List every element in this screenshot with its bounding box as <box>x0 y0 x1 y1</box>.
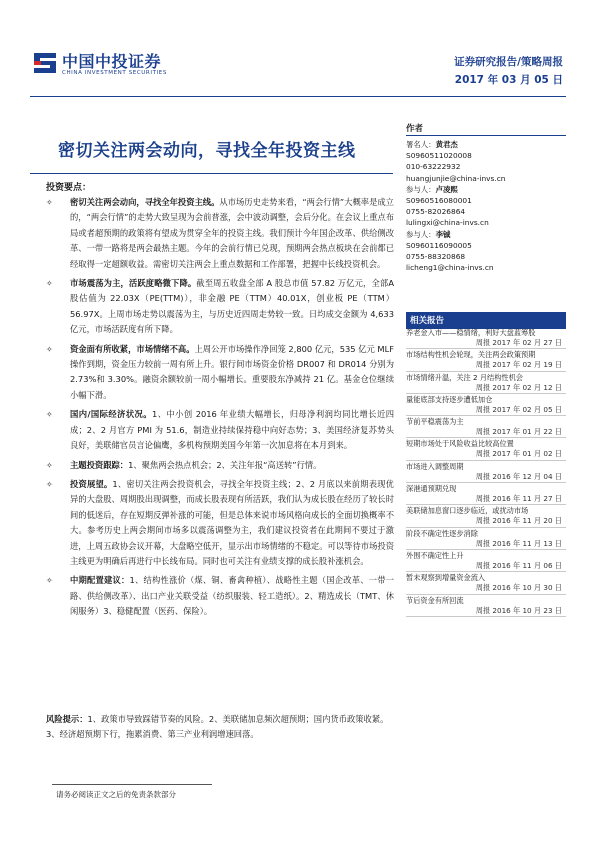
related-report-title[interactable]: 量能底部支持逐步遭低加仓 <box>406 394 493 404</box>
related-report-item[interactable] <box>406 528 566 550</box>
diamond-bullet-icon: ✧ <box>46 460 53 470</box>
related-report-item[interactable] <box>406 461 566 483</box>
related-report-date: 周报 2016 年 10 月 23 日 <box>475 605 562 615</box>
related-reports-heading: 相关报告 <box>406 312 566 329</box>
key-point-body: 1、密切关注两会投资机会，寻找全年投资主线；2、2 月底以来前期表现优异的大盘股、周期股出现调整，而成长股表现有所活跃，我们认为成长股在经历了较长时间的低迷后，存在短期反弹补涨的可能，但是总体来说市场风格向成长的全面切换概率不大。参考历史上两会期间市场多以震荡调整为主，我们建议投资者在此期间不要过于激进，上周五政协会议开幕，大盘略空低开，显示出市场情绪的不稳定。可以等待市场投资主线更为明确后再进行中长线布局。同时也可关注有业绩支撑的成长股补涨机会。 <box>70 478 394 566</box>
company-logo <box>32 50 58 76</box>
key-point-heading: 市场震荡为主，活跃度略微下降。 <box>70 278 197 289</box>
related-report-item[interactable] <box>406 394 566 416</box>
key-point-heading: 主题投资跟踪： <box>70 459 129 470</box>
related-report-date: 周报 2017 年 02 月 05 日 <box>475 404 562 414</box>
related-report-title[interactable]: 养老金入市——稳情绪，利好大盘蓝筹股 <box>406 328 536 337</box>
related-report-item[interactable] <box>406 372 566 394</box>
related-report-date: 周报 2017 年 02 月 19 日 <box>475 360 562 370</box>
brand-name-cn: 中国中投证券 <box>62 52 162 71</box>
key-point <box>46 342 394 404</box>
related-report-date: 周报 2017 年 02 月 27 日 <box>475 338 562 347</box>
related-report-date: 周报 2016 年 11 月 27 日 <box>475 494 562 504</box>
author-role: 参与人： <box>406 184 436 194</box>
author-phone: 010-63222932 <box>406 162 461 172</box>
diamond-bullet-icon: ✧ <box>46 479 53 489</box>
key-point-body: 1、中小创 2016 年业绩大幅增长，归母净利润均同比增长近四成；2、2 月官方 PMI 为 51.6，制造业持续保持稳中向好态势；3、美国经济复苏势头良好，美联储官员言论偏鹰，多机构预期美国今年第一次加息将在本月到来。 <box>70 409 395 451</box>
related-report-item[interactable] <box>406 572 566 594</box>
related-report-date: 周报 2016 年 11 月 13 日 <box>475 538 562 548</box>
author-license: S0960511020008 <box>406 151 472 161</box>
author-role: 署名人： <box>406 140 436 149</box>
author-role: 参与人： <box>406 229 436 239</box>
related-report-date: 周报 2017 年 01 月 02 日 <box>475 449 562 459</box>
diamond-bullet-icon: ✧ <box>46 198 53 207</box>
related-report-item[interactable] <box>406 438 566 460</box>
key-point-heading: 国内/国际经济状况。 <box>70 409 153 420</box>
key-point-heading: 密切关注两会动向，寻找全年投资主线。 <box>70 197 220 207</box>
related-report-title[interactable]: 外围不确定性上升 <box>406 550 464 560</box>
authors-heading: 作者 <box>406 122 566 136</box>
author-phone: 0755-82026864 <box>406 207 466 217</box>
related-report-title[interactable]: 阶段不确定性逐步消除 <box>406 528 478 538</box>
key-point-heading: 中期配置建议： <box>70 575 130 586</box>
author-license: S0960116090005 <box>406 240 472 250</box>
related-report-title[interactable]: 节后资金有所回流 <box>406 595 464 605</box>
key-point <box>46 407 394 453</box>
author-email[interactable]: huangjunjie@china-invs.cn <box>406 173 506 183</box>
key-point-heading: 资金面有所收紧，市场情绪不高。 <box>70 343 195 354</box>
key-point-body: 从市场历史走势来看，“两会行情”大概率是成立的，“两会行情”的走势大致呈现为会前普涨，会中波动调整，会后分化。在会议上重点布局或者超预期的政策将有望成为贯穿全年的投资主线。我们预计今年国企改革、供给侧改革、一带一路将是两会最热主题。今年的会前行情已兑现，预期两会热点板块在会前都已经取得一定超额收益。需密切关注两会上重点数据和工作部署，把握中长线投资机会。 <box>70 197 394 269</box>
key-points-label: 投资要点： <box>46 183 92 193</box>
author-entry <box>406 229 566 274</box>
related-report-title[interactable]: 市场结构性机会轮现，关注两会政策预期 <box>406 350 536 360</box>
related-report-date: 周报 2016 年 12 月 04 日 <box>475 471 562 481</box>
related-report-item[interactable] <box>406 483 566 505</box>
related-report-item[interactable] <box>406 327 566 349</box>
report-type: 证券研究报告/策略周报 <box>454 56 563 68</box>
footer-divider <box>52 784 212 785</box>
author-phone: 0755-88320868 <box>406 252 466 262</box>
key-point <box>46 276 394 338</box>
authors-list <box>406 139 566 273</box>
author-entry <box>406 139 566 184</box>
related-report-title[interactable]: 节前平稳震荡为主 <box>406 417 464 427</box>
diamond-bullet-icon: ✧ <box>46 344 53 354</box>
related-report-title[interactable]: 深港通预期兑现 <box>406 484 457 494</box>
related-report-title[interactable]: 市场进入调整周期 <box>406 461 464 471</box>
key-point <box>46 458 394 473</box>
header-divider <box>30 96 566 97</box>
key-point-heading: 投资展望。 <box>70 478 113 489</box>
related-reports-list <box>406 327 566 617</box>
related-report-item[interactable] <box>406 550 566 572</box>
key-points-list <box>46 195 394 624</box>
related-report-item[interactable] <box>406 505 566 527</box>
author-license: S0960516080001 <box>406 196 472 206</box>
diamond-bullet-icon: ✧ <box>46 279 53 289</box>
key-point <box>46 477 394 569</box>
related-report-date: 周报 2016 年 10 月 30 日 <box>475 583 562 593</box>
related-report-date: 周报 2016 年 11 月 20 日 <box>475 516 562 526</box>
key-point-body: 截至周五收盘全部 A 股总市值 57.82 万亿元，全部A 股估值为 22.03X（PE(TTM)），非金融 PE（TTM）40.01X，创业板 PE（TTM）56.97X。上周市场走势以震荡为主，与历史近四周走势较一致。日均成交金额为 4,633 亿元，市场活跃度有所下降。 <box>70 278 394 335</box>
key-point <box>46 195 394 272</box>
related-report-date: 周报 2017 年 01 月 22 日 <box>475 427 562 437</box>
related-report-item[interactable] <box>406 349 566 371</box>
diamond-bullet-icon: ✧ <box>46 410 53 420</box>
author-email[interactable]: licheng1@china-invs.cn <box>406 263 494 273</box>
key-point-body: 1、聚焦两会热点机会；2、关注年报“高送转”行情。 <box>128 459 322 470</box>
related-report-title[interactable]: 短期市场处于风险收益比较高位置 <box>406 439 514 449</box>
diamond-bullet-icon: ✧ <box>46 576 53 586</box>
related-report-item[interactable] <box>406 595 566 617</box>
brand-name-en: CHINA INVESTMENT SECURITIES <box>62 70 167 76</box>
related-report-title[interactable]: 暂未观察到增量资金流入 <box>406 573 486 583</box>
report-date: 2017 年 03 月 05 日 <box>454 74 563 86</box>
risk-body: 1、政策市导致踩错节奏的风险。2、美联储加息频次超预期；国内货币政策收紧。3、经济超预期下行，拖累消费、第三产业利润增速回落。 <box>46 714 389 740</box>
disclaimer-note: 请务必阅读正文之后的免责条款部分 <box>56 790 176 799</box>
related-report-item[interactable] <box>406 416 566 438</box>
author-name: 黄君杰 <box>435 140 458 149</box>
related-report-date: 周报 2017 年 02 月 12 日 <box>475 382 562 392</box>
author-email[interactable]: lulingxi@china-invs.cn <box>406 218 489 228</box>
title-divider <box>30 173 393 174</box>
author-entry <box>406 184 566 229</box>
report-title: 密切关注两会动向，寻找全年投资主线 <box>58 141 356 161</box>
related-report-title[interactable]: 市场情绪升温，关注 2 月结构性机会 <box>406 372 523 382</box>
key-point <box>46 573 394 619</box>
related-report-title[interactable]: 美联储加息窗口逐步临近，或扰动市场 <box>406 506 529 516</box>
key-point-body: 1、结构性涨价（煤、铜、畜禽种植）、战略性主题（国企改革、一带一路、供给侧改革）、出口产业关联受益（纺织服装、轻工造纸）。2、精选成长（TMT、休闲服务）3、稳健配置（医药、保险）。 <box>70 575 394 617</box>
author-name: 卢凌熙 <box>435 184 458 194</box>
risk-warning <box>46 712 394 743</box>
related-report-date: 周报 2016 年 11 月 06 日 <box>475 560 562 570</box>
risk-heading: 风险提示： <box>46 714 88 724</box>
key-point-body: 上周公开市场操作净回笼 2,800 亿元，535 亿元 MLF 操作到期，资金压力较前一周有所上升。银行间市场资金价格 DR007 和 DR014 分别为 2.73%和 3.30%。融资余额较前一周小幅增长。重要股东净减持 21 亿。基金仓位继续小幅下滑。 <box>70 343 394 400</box>
author-name: 李铖 <box>435 229 451 239</box>
